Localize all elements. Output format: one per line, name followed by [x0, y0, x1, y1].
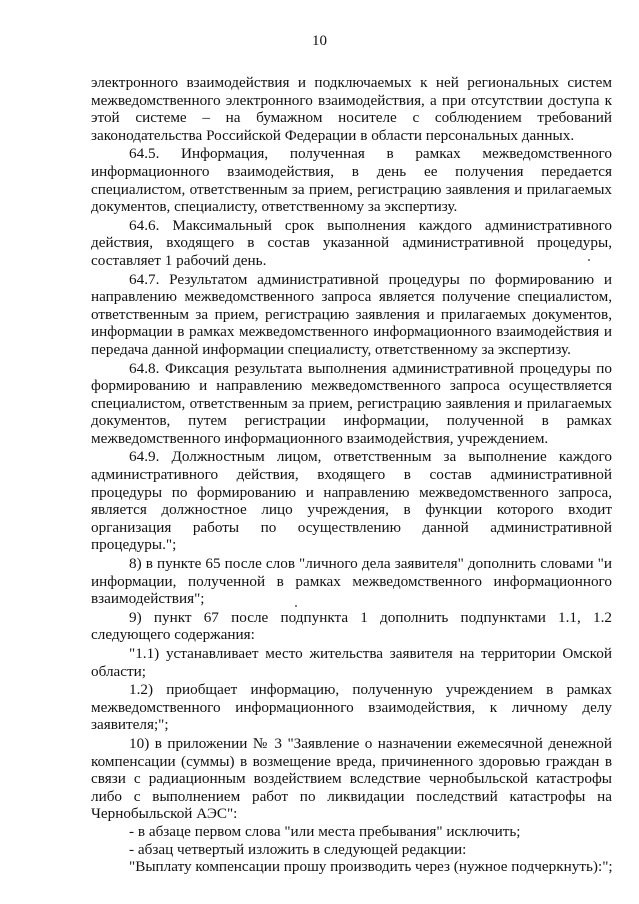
- paragraph-dash-2: - абзац четвертый изложить в следующей редакции:: [129, 840, 467, 858]
- paragraph-subitem-1-2: 1.2) приобщает информацию, полученную учреждением в рамках межведомственного информационного взаимодействия, к личному делу заявителя;";: [91, 681, 612, 734]
- paragraph-64-9: 64.9. Должностным лицом, ответственным за выполнение каждого административного действия, входящего в состав административной процедуры по формированию и направлению межведомственного запроса, является должностное лицо учреждения, в функции которого входит организация работы по осуществлению данной административной процедуры.";: [91, 448, 612, 554]
- paragraph-64-6: 64.6. Максимальный срок выполнения каждого административного действия, входящего в состав указанной административной процедуры, составляет 1 рабочий день.: [91, 216, 612, 269]
- scan-speck: [295, 605, 297, 607]
- paragraph-dash-1: - в абзаце первом слова "или места пребывания" исключить;: [129, 822, 521, 840]
- paragraph-64-8: 64.8. Фиксация результата выполнения административной процедуры по формированию и направлению межведомственного запроса осуществляется специалистом, ответственным за прием, регистрацию заявления и прилагаемых документов, путем регистрации информации, полученной в рамках межведомственного информационного взаимодействия, учреждением.: [91, 359, 612, 447]
- paragraph-item-10: 10) в приложении № 3 "Заявление о назначении ежемесячной денежной компенсации (суммы) в возмещение вреда, причиненного здоровью граждан в связи с радиационным воздействием вследствие чернобыльской катастрофы либо с выполнением работ по ликвидации последствий катастрофы на Чернобыльской АЭС":: [91, 734, 612, 823]
- paragraph-item-8: 8) в пункте 65 после слов "личного дела заявителя" дополнить словами "и информации, полученной в рамках межведомственного информационного взаимодействия";: [91, 555, 612, 608]
- document-body: [91, 74, 612, 876]
- paragraph-64-7: 64.7. Результатом административной процедуры по формированию и направлению межведомственного запроса является получение специалистом, ответственным за прием, регистрацию заявления и прилагаемых документов, информации в рамках межведомственного информационного взаимодействия и передача данной информации специалисту, ответственному за экспертизу.: [91, 270, 612, 358]
- paragraph-item-9: 9) пункт 67 после подпункта 1 дополнить подпунктами 1.1, 1.2 следующего содержания:: [91, 608, 612, 644]
- paragraph-subitem-1-1: "1.1) устанавливает место жительства заявителя на территории Омской области;: [91, 645, 612, 680]
- page-number: 10: [312, 33, 327, 49]
- paragraph-64-5: 64.5. Информация, полученная в рамках межведомственного информационного взаимодействия, в день ее получения передается специалистом, ответственным за прием, регистрацию заявления и прилагаемых документов, специалисту, ответственному за экспертизу.: [91, 145, 612, 216]
- paragraph-continuation: электронного взаимодействия и подключаемых к ней региональных систем межведомственного электронного взаимодействия, а при отсутствии доступа к этой системе – на бумажном носителе с соблюдением требований законодательства Российской Федерации в области персональных данных.: [91, 74, 612, 144]
- paragraph-quote: "Выплату компенсации прошу производить через (нужное подчеркнуть):";: [129, 858, 613, 876]
- scan-speck: [588, 259, 590, 261]
